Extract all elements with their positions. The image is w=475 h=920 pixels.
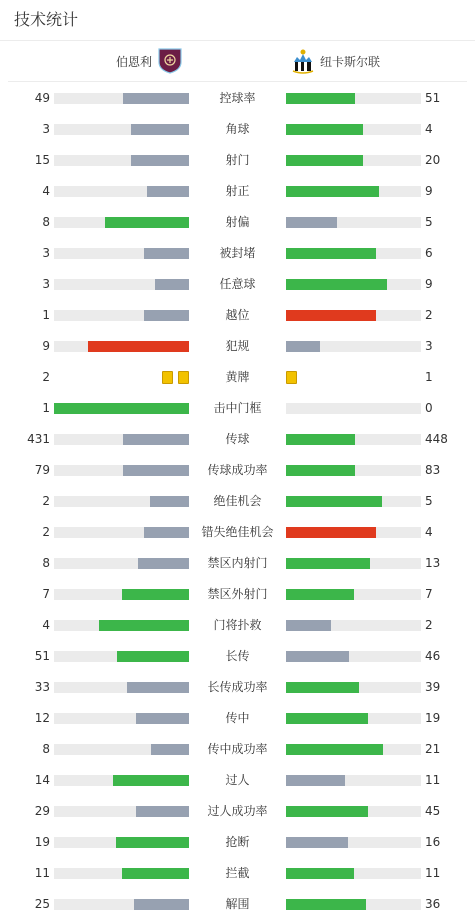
away-bar-fill xyxy=(286,310,376,321)
away-bar-fill xyxy=(286,558,370,569)
away-bar-track xyxy=(286,589,421,600)
away-bar-track xyxy=(286,527,421,538)
home-bar-fill xyxy=(117,651,189,662)
away-value: 39 xyxy=(425,680,441,694)
home-bar-fill xyxy=(88,341,189,352)
home-value: 9 xyxy=(42,339,50,353)
stat-label: 长传成功率 xyxy=(207,680,268,694)
stat-label: 控球率 xyxy=(219,91,256,105)
away-value: 4 xyxy=(425,525,433,539)
stat-row xyxy=(0,610,475,641)
away-value: 20 xyxy=(425,153,441,167)
home-value: 15 xyxy=(34,153,50,167)
home-value: 8 xyxy=(42,556,50,570)
stat-row xyxy=(0,238,475,269)
home-bar-fill xyxy=(155,279,189,290)
away-value: 9 xyxy=(425,184,433,198)
home-value: 11 xyxy=(34,866,50,880)
away-bar-fill xyxy=(286,217,337,228)
away-bar-fill xyxy=(286,713,368,724)
home-value: 2 xyxy=(42,525,50,539)
stat-row xyxy=(0,889,475,920)
home-bar-fill xyxy=(54,403,189,414)
stats-list xyxy=(0,82,475,920)
home-bar-track xyxy=(54,558,189,569)
stat-label: 犯规 xyxy=(225,339,250,353)
stat-label: 长传 xyxy=(225,649,250,663)
stat-row xyxy=(0,703,475,734)
away-value: 4 xyxy=(425,122,433,136)
stat-label: 被封堵 xyxy=(219,246,256,260)
away-bar-fill xyxy=(286,620,331,631)
yellow-card-icon xyxy=(178,371,189,384)
stat-label: 传球 xyxy=(225,432,250,446)
away-value: 11 xyxy=(425,866,441,880)
home-value: 33 xyxy=(34,680,50,694)
home-bar-track xyxy=(54,713,189,724)
home-value: 3 xyxy=(42,246,50,260)
home-value: 19 xyxy=(34,835,50,849)
home-bar-track xyxy=(54,775,189,786)
stat-row xyxy=(0,517,475,548)
home-bar-fill xyxy=(144,527,189,538)
away-bar-track xyxy=(286,744,421,755)
away-value: 45 xyxy=(425,804,441,818)
home-bar-fill xyxy=(113,775,189,786)
home-bar-track xyxy=(54,620,189,631)
home-bar-track xyxy=(54,806,189,817)
away-bar-fill xyxy=(286,341,320,352)
home-bar-track xyxy=(54,837,189,848)
home-value: 1 xyxy=(42,308,50,322)
stat-label: 绝佳机会 xyxy=(213,494,262,508)
home-bar-fill xyxy=(99,620,189,631)
home-yellow-cards xyxy=(162,371,189,384)
home-bar-track xyxy=(54,589,189,600)
home-value: 4 xyxy=(42,184,50,198)
away-bar-track xyxy=(286,868,421,879)
away-bar-track xyxy=(286,310,421,321)
away-bar-track xyxy=(286,155,421,166)
home-bar-fill xyxy=(123,93,189,104)
away-bar-fill xyxy=(286,806,368,817)
home-bar-track xyxy=(54,651,189,662)
away-bar-fill xyxy=(286,93,355,104)
stat-row xyxy=(0,176,475,207)
away-value: 83 xyxy=(425,463,441,477)
away-value: 13 xyxy=(425,556,441,570)
away-bar-track xyxy=(286,496,421,507)
home-value: 25 xyxy=(34,897,50,911)
away-bar-track xyxy=(286,651,421,662)
away-bar-fill xyxy=(286,899,366,910)
away-bar-fill xyxy=(286,744,383,755)
away-bar-fill xyxy=(286,496,382,507)
stat-label: 错失绝佳机会 xyxy=(201,525,274,539)
away-bar-track xyxy=(286,403,421,414)
home-bar-fill xyxy=(147,186,189,197)
away-value: 19 xyxy=(425,711,441,725)
home-team[interactable] xyxy=(116,41,182,81)
stat-label: 抢断 xyxy=(225,835,250,849)
home-bar-track xyxy=(54,155,189,166)
stat-row xyxy=(0,393,475,424)
stat-row xyxy=(0,672,475,703)
stat-row xyxy=(0,641,475,672)
home-bar-fill xyxy=(122,589,190,600)
home-bar-track xyxy=(54,496,189,507)
away-bar-track xyxy=(286,837,421,848)
away-bar-track xyxy=(286,682,421,693)
away-bar-track xyxy=(286,217,421,228)
stat-row xyxy=(0,455,475,486)
away-bar-track xyxy=(286,248,421,259)
away-bar-track xyxy=(286,279,421,290)
away-bar-track xyxy=(286,124,421,135)
away-bar-track xyxy=(286,713,421,724)
away-value: 5 xyxy=(425,215,433,229)
home-bar-fill xyxy=(131,124,189,135)
away-value: 21 xyxy=(425,742,441,756)
stat-label: 门将扑救 xyxy=(213,618,262,632)
stat-label: 射正 xyxy=(225,184,250,198)
home-bar-track xyxy=(54,868,189,879)
stat-row xyxy=(0,362,475,393)
stat-row xyxy=(0,207,475,238)
away-bar-fill xyxy=(286,589,354,600)
home-bar-fill xyxy=(138,558,189,569)
burnley-crest-icon xyxy=(158,48,182,74)
stat-label: 禁区外射门 xyxy=(207,587,268,601)
home-bar-track xyxy=(54,217,189,228)
home-value: 8 xyxy=(42,215,50,229)
away-bar-fill xyxy=(286,527,376,538)
stat-label: 射门 xyxy=(225,153,250,167)
stat-label: 解围 xyxy=(225,897,250,911)
away-bar-fill xyxy=(286,837,348,848)
home-value: 2 xyxy=(42,370,50,384)
away-value: 11 xyxy=(425,773,441,787)
away-bar-track xyxy=(286,465,421,476)
away-bar-track xyxy=(286,899,421,910)
home-bar-fill xyxy=(105,217,189,228)
home-bar-track xyxy=(54,434,189,445)
away-bar-track xyxy=(286,434,421,445)
home-bar-track xyxy=(54,341,189,352)
stat-label: 过人 xyxy=(225,773,250,787)
yellow-card-icon xyxy=(286,371,297,384)
home-bar-fill xyxy=(116,837,189,848)
home-bar-fill xyxy=(122,868,190,879)
home-bar-track xyxy=(54,744,189,755)
stat-row xyxy=(0,579,475,610)
stat-row xyxy=(0,796,475,827)
stat-row xyxy=(0,827,475,858)
stat-row xyxy=(0,548,475,579)
stat-label: 过人成功率 xyxy=(207,804,268,818)
away-value: 6 xyxy=(425,246,433,260)
away-bar-fill xyxy=(286,279,387,290)
away-bar-track xyxy=(286,93,421,104)
away-bar-fill xyxy=(286,124,363,135)
away-value: 2 xyxy=(425,308,433,322)
stat-label: 禁区内射门 xyxy=(207,556,268,570)
teams-header xyxy=(8,41,467,82)
stat-row xyxy=(0,486,475,517)
newcastle-crest-icon xyxy=(291,48,315,74)
away-value: 7 xyxy=(425,587,433,601)
home-bar-track xyxy=(54,186,189,197)
stat-row xyxy=(0,424,475,455)
home-bar-fill xyxy=(123,434,189,445)
page-title: 技术统计 xyxy=(0,0,475,41)
stat-label: 拦截 xyxy=(225,866,250,880)
home-bar-fill xyxy=(144,248,189,259)
away-bar-fill xyxy=(286,775,345,786)
home-value: 431 xyxy=(27,432,50,446)
home-bar-track xyxy=(54,279,189,290)
home-bar-fill xyxy=(134,899,189,910)
home-bar-fill xyxy=(131,155,189,166)
stat-row xyxy=(0,858,475,889)
stat-row xyxy=(0,269,475,300)
away-value: 5 xyxy=(425,494,433,508)
home-bar-track xyxy=(54,899,189,910)
away-value: 2 xyxy=(425,618,433,632)
away-bar-fill xyxy=(286,868,354,879)
away-value: 9 xyxy=(425,277,433,291)
stat-label: 射偏 xyxy=(225,215,250,229)
stat-label: 任意球 xyxy=(219,277,256,291)
home-bar-fill xyxy=(123,465,189,476)
away-value: 3 xyxy=(425,339,433,353)
home-bar-fill xyxy=(136,806,189,817)
away-bar-track xyxy=(286,186,421,197)
yellow-card-icon xyxy=(162,371,173,384)
home-bar-track xyxy=(54,527,189,538)
home-bar-fill xyxy=(127,682,189,693)
away-value: 448 xyxy=(425,432,448,446)
away-team[interactable] xyxy=(291,41,380,81)
stat-label: 传中 xyxy=(225,711,250,725)
away-bar-track xyxy=(286,775,421,786)
away-bar-track xyxy=(286,341,421,352)
away-value: 36 xyxy=(425,897,441,911)
away-value: 16 xyxy=(425,835,441,849)
away-bar-fill xyxy=(286,248,376,259)
home-bar-track xyxy=(54,93,189,104)
away-bar-fill xyxy=(286,155,363,166)
away-value: 0 xyxy=(425,401,433,415)
away-yellow-cards xyxy=(286,371,297,384)
away-value: 1 xyxy=(425,370,433,384)
stat-label: 角球 xyxy=(225,122,250,136)
home-value: 1 xyxy=(42,401,50,415)
home-bar-track xyxy=(54,124,189,135)
stat-label: 越位 xyxy=(225,308,250,322)
away-bar-fill xyxy=(286,434,355,445)
home-bar-track xyxy=(54,682,189,693)
stat-label: 黄牌 xyxy=(225,370,250,384)
home-bar-track xyxy=(54,310,189,321)
home-value: 8 xyxy=(42,742,50,756)
home-value: 14 xyxy=(34,773,50,787)
away-bar-fill xyxy=(286,651,349,662)
home-bar-fill xyxy=(144,310,189,321)
away-bar-track xyxy=(286,806,421,817)
home-bar-fill xyxy=(136,713,189,724)
away-value: 51 xyxy=(425,91,441,105)
stat-row xyxy=(0,145,475,176)
home-value: 49 xyxy=(34,91,50,105)
away-value: 46 xyxy=(425,649,441,663)
home-value: 7 xyxy=(42,587,50,601)
home-bar-track xyxy=(54,465,189,476)
away-team-name: 纽卡斯尔联 xyxy=(320,54,381,69)
stat-row xyxy=(0,300,475,331)
stat-row xyxy=(0,734,475,765)
stat-row xyxy=(0,114,475,145)
home-bar-track xyxy=(54,403,189,414)
away-bar-fill xyxy=(286,186,379,197)
stat-label: 传中成功率 xyxy=(207,742,268,756)
home-value: 4 xyxy=(42,618,50,632)
home-value: 51 xyxy=(34,649,50,663)
home-value: 79 xyxy=(34,463,50,477)
home-bar-fill xyxy=(150,496,189,507)
away-bar-track xyxy=(286,620,421,631)
away-bar-fill xyxy=(286,682,359,693)
stat-label: 传球成功率 xyxy=(207,463,268,477)
home-bar-track xyxy=(54,248,189,259)
home-bar-fill xyxy=(151,744,189,755)
stat-row xyxy=(0,331,475,362)
home-value: 3 xyxy=(42,277,50,291)
home-team-name: 伯恩利 xyxy=(115,54,152,69)
home-value: 2 xyxy=(42,494,50,508)
home-value: 29 xyxy=(34,804,50,818)
home-value: 3 xyxy=(42,122,50,136)
stat-label: 击中门框 xyxy=(213,401,262,415)
home-value: 12 xyxy=(34,711,50,725)
stat-row xyxy=(0,765,475,796)
stat-row xyxy=(0,83,475,114)
away-bar-fill xyxy=(286,465,355,476)
away-bar-track xyxy=(286,558,421,569)
